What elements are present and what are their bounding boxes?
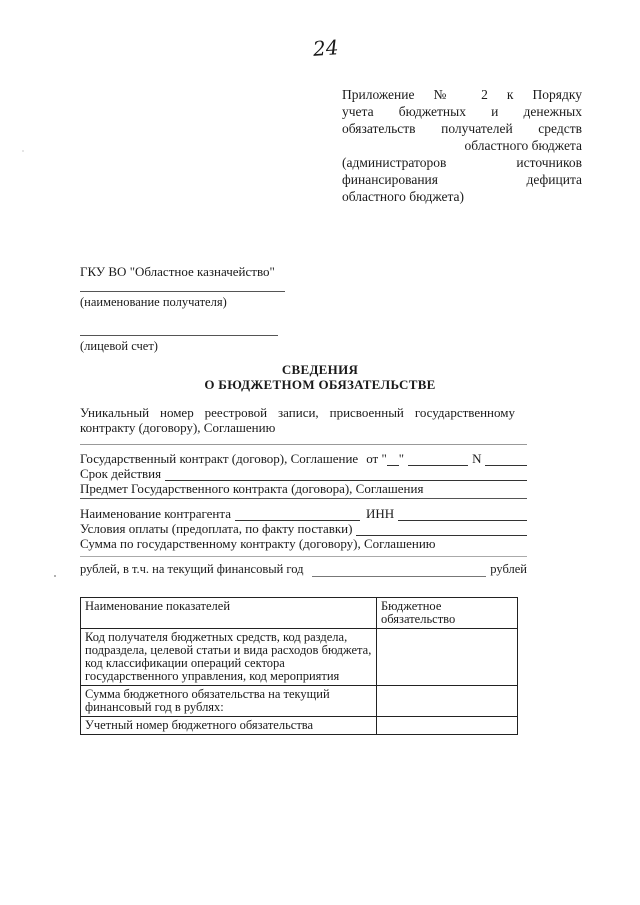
table-header-row bbox=[81, 598, 518, 629]
rubles-suffix-label: рублей bbox=[490, 562, 527, 576]
unique-number-field[interactable] bbox=[80, 444, 527, 445]
handwritten-page-number: 24 bbox=[312, 35, 340, 61]
recipient-name-underline bbox=[80, 291, 285, 292]
appendix-reference bbox=[342, 86, 582, 205]
indicators-table bbox=[80, 597, 518, 735]
sum-label: Сумма по государственному контракту (договору), Соглашению bbox=[80, 536, 436, 551]
counterparty-label: Наименование контрагента bbox=[80, 506, 231, 521]
inn-label: ИНН bbox=[365, 506, 395, 521]
document-title: СВЕДЕНИЯ bbox=[281, 362, 359, 377]
unique-number-label-cont: контракту (договору), Соглашению bbox=[80, 420, 276, 435]
table-row bbox=[81, 717, 518, 735]
scan-speck bbox=[54, 575, 56, 577]
table-row-label: Сумма бюджетного обязательства на текущий финансовый год в рублях: bbox=[81, 686, 377, 717]
appendix-line: (администраторов источников bbox=[342, 155, 582, 170]
contract-quote: " bbox=[398, 451, 405, 466]
table-row-label: Учетный номер бюджетного обязательства bbox=[81, 717, 377, 735]
document-subtitle: О БЮДЖЕТНОМ ОБЯЗАТЕЛЬСТВЕ bbox=[204, 377, 436, 392]
appendix-line: финансирования дефицита bbox=[342, 172, 582, 187]
subject-field[interactable] bbox=[80, 498, 527, 499]
appendix-line: обязательств получателей средств bbox=[342, 121, 582, 136]
table-row-value[interactable] bbox=[377, 629, 518, 686]
rubles-prefix-label: рублей, в т.ч. на текущий финансовый год bbox=[80, 562, 304, 576]
table-header-indicators: Наименование показателей bbox=[81, 598, 377, 629]
unique-number-label: Уникальный номер реестровой записи, присвоенный государственному bbox=[80, 405, 515, 420]
payment-terms-label: Условия оплаты (предоплата, по факту поставки) bbox=[80, 521, 353, 536]
appendix-line: областного бюджета bbox=[464, 138, 582, 153]
table-row bbox=[81, 686, 518, 717]
current-year-sum-field[interactable] bbox=[312, 565, 487, 577]
payment-terms-row bbox=[80, 520, 527, 536]
recipient-name-hint: (наименование получателя) bbox=[80, 295, 227, 309]
rubles-row bbox=[80, 561, 527, 577]
contract-label: Государственный контракт (договор), Соглашение bbox=[80, 451, 359, 466]
table-row-value[interactable] bbox=[377, 717, 518, 735]
table-header-obligation: Бюджетное обязательство bbox=[377, 598, 518, 629]
scan-speck bbox=[22, 150, 24, 152]
subject-row bbox=[80, 480, 527, 496]
counterparty-row bbox=[80, 505, 527, 521]
table-row bbox=[81, 629, 518, 686]
contract-row bbox=[80, 450, 527, 466]
appendix-line: Приложение № 2 к Порядку bbox=[342, 87, 582, 102]
account-underline bbox=[80, 335, 278, 336]
table-row-label: Код получателя бюджетных средств, код раздела, подраздела, целевой статьи и вида расходов бюджета, код классификации операций сектора государственного управления, код мероприятия bbox=[81, 629, 377, 686]
validity-row bbox=[80, 465, 527, 481]
sum-row bbox=[80, 535, 527, 551]
recipient-name: ГКУ ВО "Областное казначейство" bbox=[80, 264, 275, 279]
sum-field[interactable] bbox=[80, 556, 527, 557]
account-hint: (лицевой счет) bbox=[80, 339, 158, 353]
appendix-line: областного бюджета) bbox=[342, 189, 465, 204]
validity-label: Срок действия bbox=[80, 466, 162, 481]
contract-n-label: N bbox=[472, 451, 482, 466]
contract-from-label: от " bbox=[366, 451, 387, 466]
table-row-value[interactable] bbox=[377, 686, 518, 717]
appendix-line: учета бюджетных и денежных bbox=[342, 104, 582, 119]
subject-label: Предмет Государственного контракта (договора), Соглашения bbox=[80, 481, 424, 496]
